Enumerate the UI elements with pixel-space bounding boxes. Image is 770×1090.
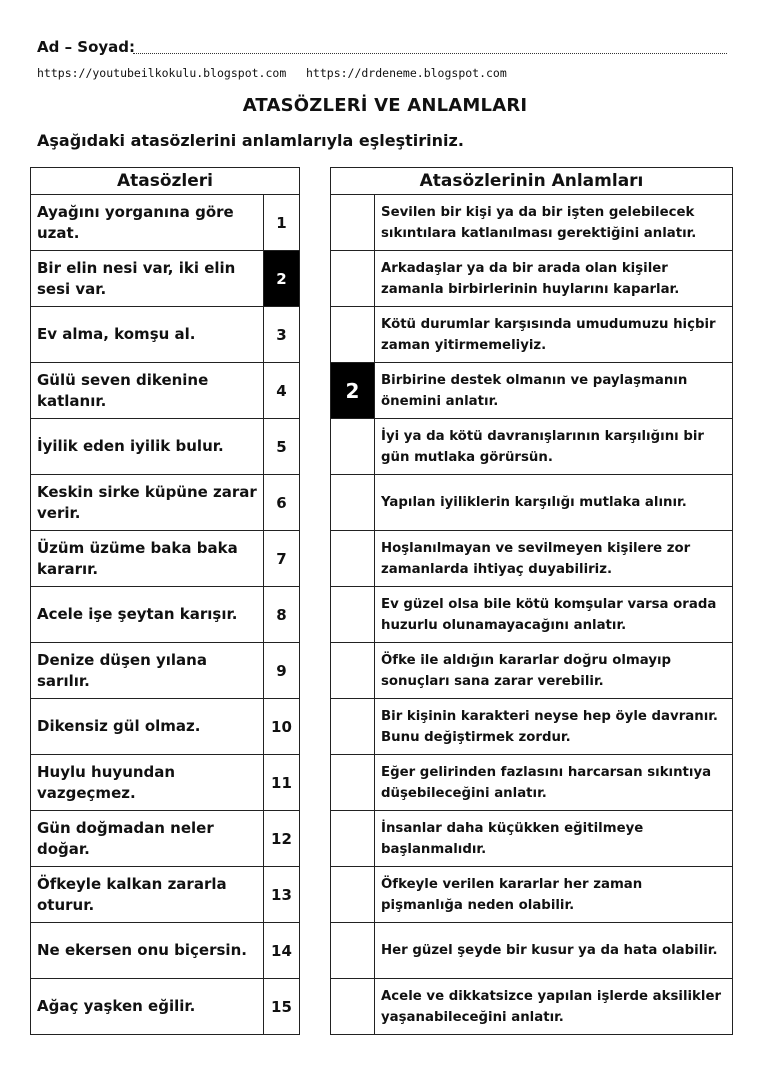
proverb-number: 9 (263, 643, 299, 699)
proverb-number: 4 (263, 363, 299, 419)
table-header-row (331, 168, 733, 195)
table-row (331, 307, 733, 363)
answer-box[interactable] (331, 195, 375, 251)
proverb-text: Bir elin nesi var, iki elin sesi var. (31, 251, 264, 307)
proverb-number: 1 (263, 195, 299, 251)
name-label: Ad – Soyad: (37, 38, 136, 56)
proverb-number: 8 (263, 587, 299, 643)
table-row (331, 811, 733, 867)
meaning-text: Eğer gelirinden fazlasını harcarsan sıkıntıya düşebileceğini anlatır. (375, 755, 733, 811)
proverb-text: Üzüm üzüme baka baka kararır. (31, 531, 264, 587)
meaning-text: Acele ve dikkatsizce yapılan işlerde aksilikler yaşanabileceğini anlatır. (375, 979, 733, 1035)
proverb-text: Ayağını yorganına göre uzat. (31, 195, 264, 251)
answer-box[interactable] (331, 643, 375, 699)
answer-box[interactable] (331, 587, 375, 643)
meanings-header: Atasözlerinin Anlamları (331, 168, 733, 195)
table-row (31, 307, 300, 363)
meaning-text: Birbirine destek olmanın ve paylaşmanın önemini anlatır. (375, 363, 733, 419)
table-row (331, 195, 733, 251)
page-title: ATASÖZLERİ VE ANLAMLARI (242, 95, 528, 116)
proverb-text: Dikensiz gül olmaz. (31, 699, 264, 755)
meaning-text: Öfke ile aldığın kararlar doğru olmayıp sonuçları sana zarar verebilir. (375, 643, 733, 699)
table-header-row (31, 168, 300, 195)
table-row (331, 867, 733, 923)
answer-box[interactable] (331, 475, 375, 531)
meaning-text: Ev güzel olsa bile kötü komşular varsa orada huzurlu olunamayacağını anlatır. (375, 587, 733, 643)
table-row (31, 531, 300, 587)
table-row (31, 475, 300, 531)
answer-box[interactable] (331, 251, 375, 307)
table-row (31, 419, 300, 475)
meaning-text: Yapılan iyiliklerin karşılığı mutlaka alınır. (375, 475, 733, 531)
answer-box[interactable] (331, 867, 375, 923)
proverbs-table (30, 167, 300, 1035)
proverb-text: Huylu huyundan vazgeçmez. (31, 755, 264, 811)
answer-box[interactable] (331, 979, 375, 1035)
proverb-number: 3 (263, 307, 299, 363)
meaning-text: Arkadaşlar ya da bir arada olan kişiler zamanla birbirlerinin huylarını kaparlar. (375, 251, 733, 307)
table-row (31, 811, 300, 867)
link-youtubeilkokulu[interactable]: https://youtubeilkokulu.blogspot.com (37, 66, 287, 80)
answer-box[interactable] (331, 755, 375, 811)
table-row (331, 587, 733, 643)
proverb-text: İyilik eden iyilik bulur. (31, 419, 264, 475)
proverb-text: Ev alma, komşu al. (31, 307, 264, 363)
proverb-text: Acele işe şeytan karışır. (31, 587, 264, 643)
proverb-number: 10 (263, 699, 299, 755)
proverb-number: 2 (263, 251, 299, 307)
table-row (31, 643, 300, 699)
table-row (31, 867, 300, 923)
proverb-text: Öfkeyle kalkan zararla oturur. (31, 867, 264, 923)
proverbs-body (31, 195, 300, 1035)
proverb-text: Denize düşen yılana sarılır. (31, 643, 264, 699)
table-row (331, 531, 733, 587)
meaning-text: Öfkeyle verilen kararlar her zaman pişmanlığa neden olabilir. (375, 867, 733, 923)
table-row (331, 475, 733, 531)
proverb-number: 15 (263, 979, 299, 1035)
proverb-number: 5 (263, 419, 299, 475)
meanings-body (331, 195, 733, 1035)
answer-box[interactable] (331, 923, 375, 979)
name-row (37, 38, 727, 58)
table-row (331, 419, 733, 475)
proverb-number: 6 (263, 475, 299, 531)
proverb-number: 14 (263, 923, 299, 979)
proverb-number: 7 (263, 531, 299, 587)
table-row (31, 923, 300, 979)
proverbs-header: Atasözleri (31, 168, 300, 195)
meaning-text: İyi ya da kötü davranışlarının karşılığını bir gün mutlaka görürsün. (375, 419, 733, 475)
proverb-text: Gülü seven dikenine katlanır. (31, 363, 264, 419)
meaning-text: İnsanlar daha küçükken eğitilmeye başlanmalıdır. (375, 811, 733, 867)
table-row (31, 251, 300, 307)
instruction-text: Aşağıdaki atasözlerini anlamlarıyla eşleştiriniz. (37, 131, 464, 150)
proverb-text: Ne ekersen onu biçersin. (31, 923, 264, 979)
answer-box[interactable] (331, 531, 375, 587)
proverb-number: 13 (263, 867, 299, 923)
answer-box[interactable]: 2 (331, 363, 375, 419)
table-row (331, 251, 733, 307)
table-row (31, 363, 300, 419)
table-row (331, 699, 733, 755)
meaning-text: Bir kişinin karakteri neyse hep öyle davranır. Bunu değiştirmek zordur. (375, 699, 733, 755)
name-writing-line[interactable] (133, 53, 727, 54)
table-row (31, 755, 300, 811)
proverb-text: Gün doğmadan neler doğar. (31, 811, 264, 867)
table-row (331, 643, 733, 699)
link-drdeneme[interactable]: https://drdeneme.blogspot.com (306, 66, 507, 80)
answer-box[interactable] (331, 811, 375, 867)
answer-box[interactable] (331, 699, 375, 755)
table-row (31, 979, 300, 1035)
table-row (331, 755, 733, 811)
answer-box[interactable] (331, 419, 375, 475)
meaning-text: Her güzel şeyde bir kusur ya da hata olabilir. (375, 923, 733, 979)
meaning-text: Kötü durumlar karşısında umudumuzu hiçbir zaman yitirmemeliyiz. (375, 307, 733, 363)
proverb-number: 12 (263, 811, 299, 867)
meanings-table (330, 167, 733, 1035)
answer-box[interactable] (331, 307, 375, 363)
table-row (31, 699, 300, 755)
table-row (331, 363, 733, 419)
proverb-text: Ağaç yaşken eğilir. (31, 979, 264, 1035)
table-row (31, 587, 300, 643)
proverb-text: Keskin sirke küpüne zarar verir. (31, 475, 264, 531)
table-row (331, 923, 733, 979)
table-row (331, 979, 733, 1035)
table-row (31, 195, 300, 251)
proverb-number: 11 (263, 755, 299, 811)
meaning-text: Sevilen bir kişi ya da bir işten gelebilecek sıkıntılara katlanılması gerektiğini anlatır. (375, 195, 733, 251)
meaning-text: Hoşlanılmayan ve sevilmeyen kişilere zor zamanlarda ihtiyaç duyabiliriz. (375, 531, 733, 587)
